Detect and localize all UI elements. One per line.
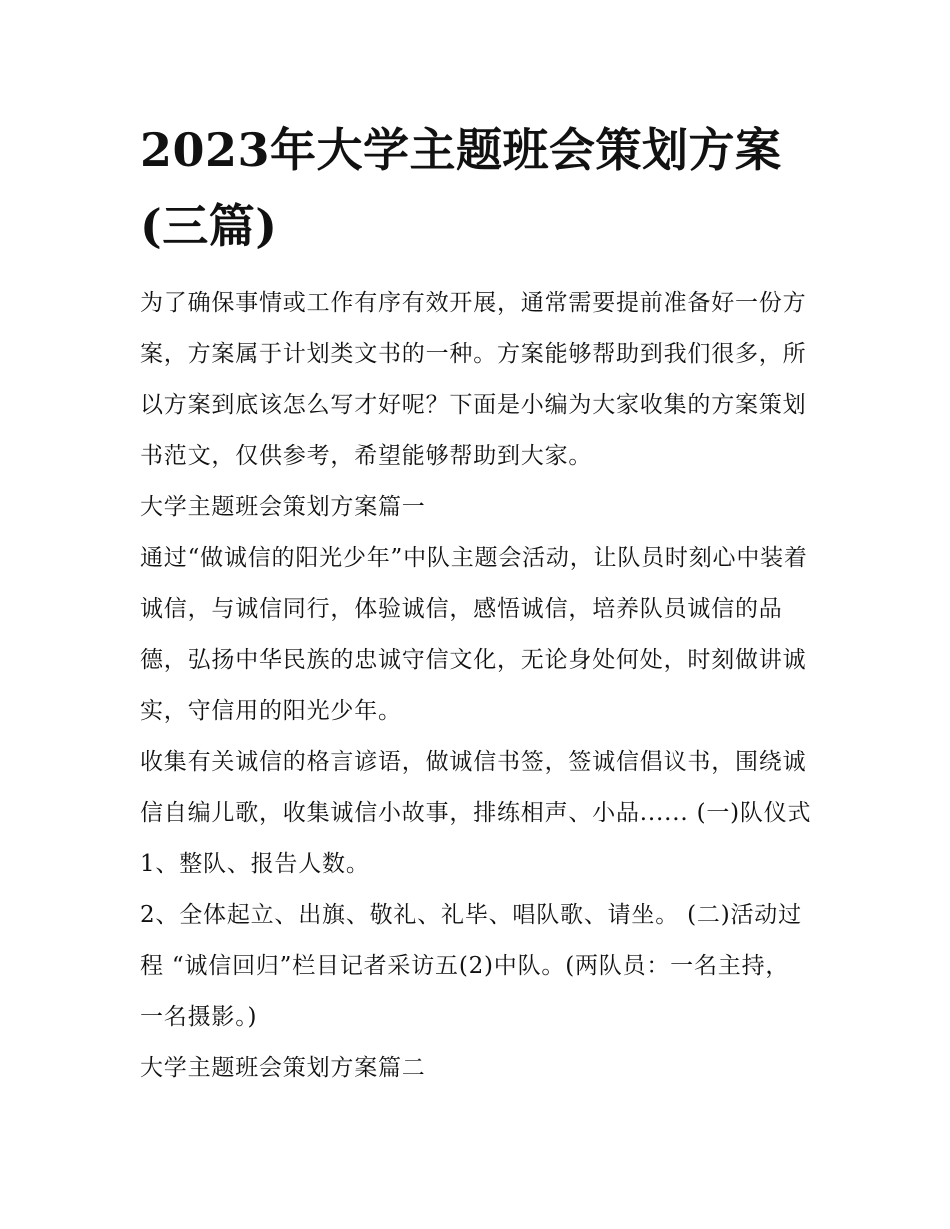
- document-page: [140, 112, 812, 1094]
- intro-paragraph: 为了确保事情或工作有序有效开展，通常需要提前准备好一份方案，方案属于计划类文书的一种。方案能够帮助到我们很多，所以方案到底该怎么写才好呢？下面是小编为大家收集的方案策划书范文，仅供参考，希望能够帮助到大家。: [140, 290, 807, 469]
- section-heading-1: 大学主题班会策划方案篇一: [140, 494, 426, 520]
- body-paragraph-preparation: 收集有关诚信的格言谚语，做诚信书签，签诚信倡议书，围绕诚信自编儿歌，收集诚信小故事，排练相声、小品...... (一)队仪式 1、整队、报告人数。: [140, 749, 812, 877]
- section-heading-2: 大学主题班会策划方案篇二: [140, 1055, 426, 1081]
- body-paragraph-purpose: 通过“做诚信的阳光少年”中队主题会活动，让队员时刻心中装着诚信，与诚信同行，体验诚信，感悟诚信，培养队员诚信的品德，弘扬中华民族的忠诚守信文化，无论身处何处，时刻做讲诚实，守信用的阳光少年。: [140, 545, 808, 724]
- document-title: 2023年大学主题班会策划方案(三篇): [140, 123, 782, 253]
- body-paragraph-process: 2、全体起立、出旗、敬礼、礼毕、唱队歌、请坐。 (二)活动过程 “诚信回归”栏目记者采访五(2)中队。(两队员：一名主持，一名摄影。): [140, 902, 802, 1030]
